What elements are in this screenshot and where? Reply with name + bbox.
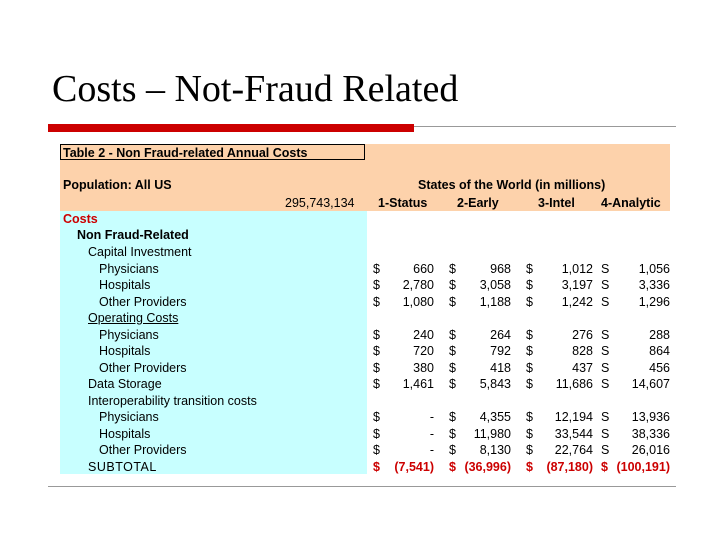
currency-sign: $ [449,278,456,292]
currency-sign: S [601,294,610,309]
currency-sign: $ [373,377,380,391]
cell-value: 14,607 [631,377,670,391]
row-label: Hospitals [99,278,151,292]
column-header-2: 2-Early [457,196,499,210]
cell-value: 8,130 [479,443,511,457]
cell-value: 1,461 [402,377,434,391]
cell-value: 26,016 [631,443,670,457]
cell-value: 456 [649,360,670,375]
currency-sign: $ [526,377,533,391]
currency-sign: $ [373,327,380,342]
row-label: Other Providers [99,443,187,457]
cell-value: 1,188 [479,294,511,309]
currency-sign: $ [526,294,533,309]
cell-value: - [429,443,434,457]
currency-sign: $ [449,261,456,276]
currency-sign: S [601,377,610,391]
currency-sign: S [601,410,610,424]
title-divider-line [414,126,676,127]
row-label: Physicians [99,327,159,342]
currency-sign: S [601,344,610,358]
section-non-fraud: Non Fraud-Related [77,228,189,242]
currency-sign: $ [373,426,380,441]
currency-sign: $ [526,261,533,276]
states-header: States of the World (in millions) [418,178,606,192]
cell-value: 33,544 [554,426,593,441]
currency-sign: $ [373,410,380,424]
row-label: Data Storage [88,377,162,391]
slide-title: Costs – Not-Fraud Related [52,68,459,110]
currency-sign: $ [373,459,380,474]
cell-value: 3,058 [479,278,511,292]
cell-value: 22,764 [554,443,593,457]
currency-sign: $ [526,327,533,342]
currency-sign: $ [373,278,380,292]
currency-sign: $ [449,294,456,309]
cell-value: 264 [490,327,511,342]
cell-value: 38,336 [631,426,670,441]
currency-sign: S [601,261,610,276]
column-header-3: 3-Intel [538,196,575,210]
cell-value: 418 [490,360,511,375]
currency-sign: $ [449,459,456,474]
cell-value: 1,080 [402,294,434,309]
currency-sign: S [601,443,610,457]
column-header-4: 4-Analytic [601,196,661,210]
cell-value: 828 [572,344,593,358]
row-label: Physicians [99,261,159,276]
cell-value: 3,336 [638,278,670,292]
currency-sign: $ [449,426,456,441]
row-label: Operating Costs [88,311,179,325]
cell-value: 240 [413,327,434,342]
currency-sign: $ [373,443,380,457]
cell-value: 13,936 [631,410,670,424]
cell-value: 5,843 [479,377,511,391]
cell-value: 437 [572,360,593,375]
cell-value: 1,012 [561,261,593,276]
cell-value: 1,242 [561,294,593,309]
row-label: Other Providers [99,294,187,309]
currency-sign: S [601,360,610,375]
cell-value: 792 [490,344,511,358]
currency-sign: $ [526,426,533,441]
cell-value: (100,191) [616,459,670,474]
row-label: Hospitals [99,426,151,441]
currency-sign: $ [449,410,456,424]
cell-value: 4,355 [479,410,511,424]
section-costs: Costs [63,212,98,226]
cell-value: 276 [572,327,593,342]
table-title: Table 2 - Non Fraud-related Annual Costs [60,144,365,160]
row-label: Capital Investment [88,245,192,259]
row-label: SUBTOTAL [88,459,157,474]
title-accent-bar [48,124,414,132]
currency-sign: $ [449,344,456,358]
cell-value: 660 [413,261,434,276]
cell-value: 288 [649,327,670,342]
cell-value: - [429,410,434,424]
cell-value: - [429,426,434,441]
cell-value: 864 [649,344,670,358]
currency-sign: $ [526,344,533,358]
population-value: 295,743,134 [285,196,355,210]
currency-sign: $ [449,443,456,457]
cell-value: 12,194 [554,410,593,424]
currency-sign: $ [449,377,456,391]
currency-sign: $ [373,360,380,375]
currency-sign: $ [526,360,533,375]
currency-sign: S [601,278,610,292]
cell-value: 720 [413,344,434,358]
currency-sign: S [601,426,610,441]
currency-sign: $ [373,344,380,358]
currency-sign: S [601,327,610,342]
cell-value: 3,197 [561,278,593,292]
cell-value: 2,780 [402,278,434,292]
row-label: Hospitals [99,344,151,358]
cell-value: 1,296 [638,294,670,309]
cell-value: 11,686 [555,377,593,391]
cost-table [60,144,670,474]
row-label: Physicians [99,410,159,424]
currency-sign: $ [526,459,533,474]
currency-sign: $ [526,410,533,424]
currency-sign: $ [449,360,456,375]
bottom-divider-line [48,486,676,487]
cell-value: 11,980 [473,426,511,441]
currency-sign: $ [601,459,608,474]
row-label: Interoperability transition costs [88,393,257,408]
row-label: Other Providers [99,360,187,375]
currency-sign: $ [373,294,380,309]
cell-value: (7,541) [394,459,434,474]
currency-sign: $ [449,327,456,342]
cell-value: (36,996) [464,459,511,474]
currency-sign: $ [526,278,533,292]
cell-value: 1,056 [638,261,670,276]
cell-value: 380 [413,360,434,375]
cell-value: (87,180) [546,459,593,474]
currency-sign: $ [526,443,533,457]
column-header-1: 1-Status [378,196,428,210]
currency-sign: $ [373,261,380,276]
cell-value: 968 [490,261,511,276]
population-label: Population: All US [63,178,172,192]
